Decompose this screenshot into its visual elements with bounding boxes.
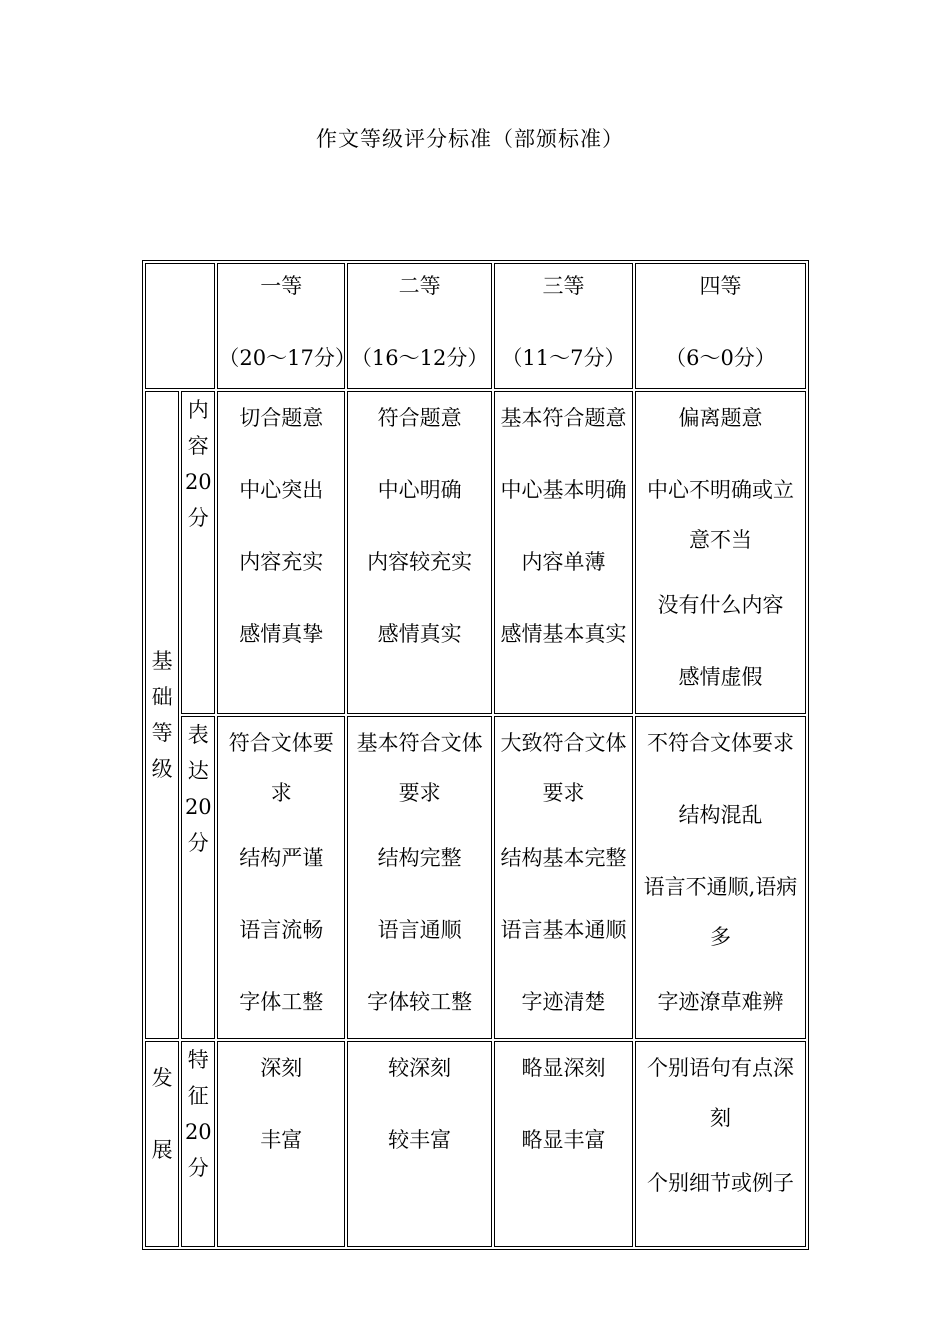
basic-level-label: 基 础 等 级 — [145, 391, 179, 1039]
content-cell-4: 偏离题意 中心不明确或立意不当 没有什么内容 感情虚假 — [635, 391, 806, 714]
expression-label: 表 达 20 分 — [181, 716, 215, 1039]
content-label: 内 容 20 分 — [181, 391, 215, 714]
feature-cell-3: 略显深刻 略显丰富 — [494, 1041, 633, 1247]
feature-cell-2: 较深刻 较丰富 — [347, 1041, 492, 1247]
feature-cell-1: 深刻 丰富 — [217, 1041, 345, 1247]
expression-cell-3: 大致符合文体要求 结构基本完整 语言基本通顺 字迹清楚 — [494, 716, 633, 1039]
feature-cell-4: 个别语句有点深刻 个别细节或例子 — [635, 1041, 806, 1247]
feature-row — [145, 1041, 806, 1247]
page-title: 作文等级评分标准（部颁标准） — [316, 127, 624, 151]
content-row — [145, 391, 806, 714]
expression-row — [145, 716, 806, 1039]
scoring-table — [142, 260, 809, 1250]
level-header-2: 二等 （16～12分） — [347, 263, 492, 389]
level-header-3: 三等 （11～7分） — [494, 263, 633, 389]
development-level-label: 发 展 — [145, 1041, 179, 1247]
content-cell-2: 符合题意 中心明确 内容较充实 感情真实 — [347, 391, 492, 714]
header-row — [145, 263, 806, 389]
expression-cell-4: 不符合文体要求 结构混乱 语言不通顺,语病多 字迹潦草难辨 — [635, 716, 806, 1039]
level-header-4: 四等 （6～0分） — [635, 263, 806, 389]
content-cell-1: 切合题意 中心突出 内容充实 感情真挚 — [217, 391, 345, 714]
level-header-1: 一等 （20～17分） — [217, 263, 345, 389]
corner-cell — [145, 263, 215, 389]
feature-label: 特 征 20 分 — [181, 1041, 215, 1247]
expression-cell-1: 符合文体要求 结构严谨 语言流畅 字体工整 — [217, 716, 345, 1039]
expression-cell-2: 基本符合文体要求 结构完整 语言通顺 字体较工整 — [347, 716, 492, 1039]
content-cell-3: 基本符合题意 中心基本明确 内容单薄 感情基本真实 — [494, 391, 633, 714]
